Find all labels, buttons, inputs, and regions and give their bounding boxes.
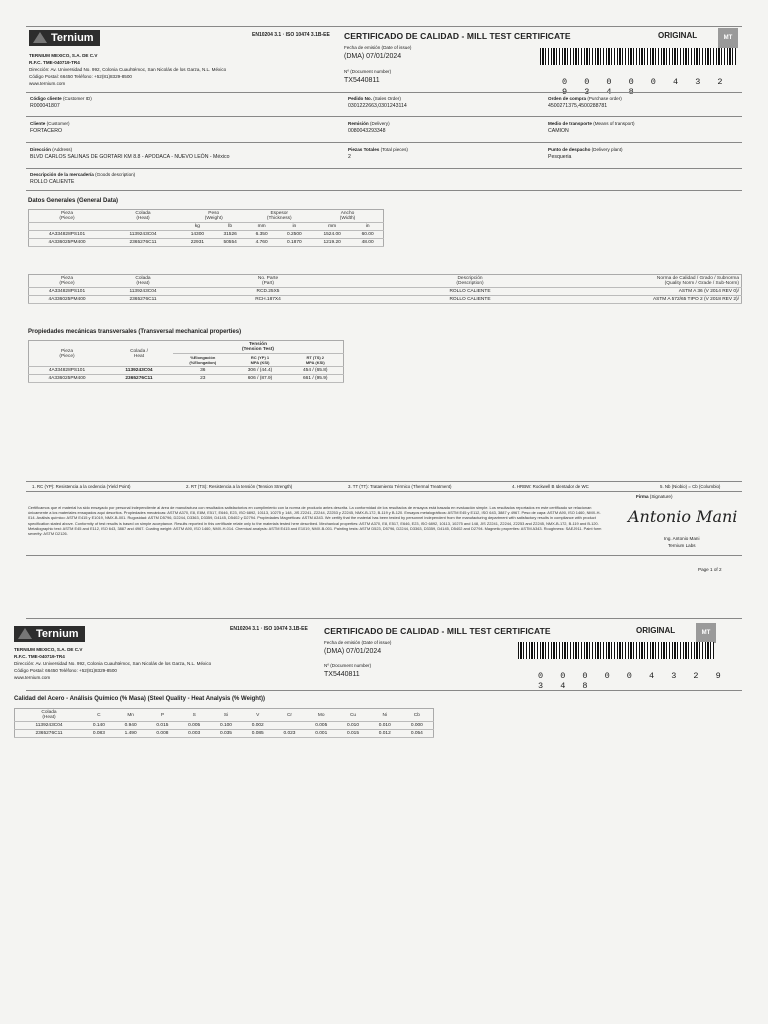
col-description: Descripción (Description): [355, 275, 585, 288]
issue-date-label: Fecha de emisión (Date of issue): [324, 640, 392, 645]
ternium-logo-icon: [18, 628, 32, 639]
col-piece: Pieza (Piece): [29, 275, 106, 288]
chem-value: 0.003: [178, 730, 210, 738]
top-border: [26, 26, 742, 27]
goods-value: ROLLO CALIENTE: [30, 179, 75, 185]
chem-value: 1.490: [115, 730, 147, 738]
divider: [26, 491, 742, 492]
signature-label: Firma (Signature): [636, 494, 673, 499]
col-heat: Colada (Heat): [105, 210, 181, 223]
chem-value: 0.085: [242, 730, 274, 738]
company-address: Dirección: Av. Universidad No. 992, Colonia Cuauhtémoc, San Nicolás de los Garza, N.L. México: [14, 661, 212, 666]
table-row: 4A334828PS101 1139243C04 36 306 / (44.4) 454 / (65.8): [29, 367, 344, 375]
col-heat: Colada (Heat): [15, 709, 84, 722]
standard-code: EN10204 3.1 · ISO 10474 3.1B-EE: [230, 626, 308, 632]
chem-value: [274, 722, 306, 730]
chem-value: 0.015: [337, 730, 369, 738]
logo-text: Ternium: [51, 32, 94, 44]
legal-statement: Certificamos que el material ha sido ensayado por personal independiente al área de manufactura con resultados satisfactorios en cumplimiento con la norma de producto antes descrita. La conformidad de los resultados de ensayos está basada en evaluación simple. Los resultados reportados en este certificado se relacionan únicamente a los materiales ensayados aquí descritos. Propiedades mecánicas: ASTM A370, E8, E8M, E517, E646, E23, ISO 6892, 10113, 10275 y 148, JIS Z2241, Z2244, Z2253 y Z2245, NMX-B-172, B-119 y B-120. Ensayos metalográficos: ASTM E45 y E112, ISO 643, 3887 y 4967. Peso de capa: ASTM A90, ISO 1460, NMX-H-014. Análisis químico: ASTM E415 y E1019, NMX-B-001. Rugosidad: ASTM D5796, D2244, D3363, D3359, D4145, D5402 y D2794. Propiedades Magnéticas: ASTM A343. We certify that the material has been tested by personnel independent from the manufacturing department with satisfactory results in compliance with product specification stated above. Conformity of test results is based on simple acceptance. Results reported in this certificate relate only to the materials tested here described. Mechanical properties: ASTM A370, E8, E517, E646, E23, ISO 6892, 10113, 10275 and 148, JIS Z2241, Z2244, Z2253 and Z2245, NMX-B-172, B-119 and B-120. Metallographic test: ASTM E45 and E112, ISO 643, 3887 and 4967. Coating weight: ASTM A90, ISO 1460, NMX-H-014. Chemical analysis: ASTM E415 and E1019, NMX-B-001. Painting tests: ASTM D523, D5796, D2244, D3363, D3359, D4145, D5402 and D2794. Magnetic properties: ASTM A343. Roughness: SAEJ911. Paint form severity: ASTM D2126.: [28, 505, 602, 537]
general-data-table: [28, 209, 384, 247]
chem-value: 0.001: [305, 730, 337, 738]
certificate-page-2: [14, 618, 742, 758]
col-element-cu: Cu: [337, 709, 369, 722]
customer-label: Cliente (Customer): [30, 121, 70, 126]
col-element-ni: Ni: [369, 709, 401, 722]
pieces-label: Piezas Totales (Total pieces): [348, 147, 408, 152]
col-elongation: %Elongación (%Elongation): [173, 354, 233, 367]
divider: [26, 116, 742, 117]
table-units-row: [29, 223, 384, 231]
company-rfc: R.F.C. TME-040719-TR4: [14, 654, 65, 659]
chem-value: 0.000: [401, 722, 434, 730]
pieces-value: 2: [348, 154, 351, 160]
barcode: [518, 642, 714, 659]
signatory-org: Ternium Labs: [668, 543, 696, 548]
unit-mm: mm: [312, 223, 352, 231]
chem-analysis-table: [14, 708, 434, 738]
chem-value: 0.005: [178, 722, 210, 730]
page-label: Page 1 of 2: [698, 567, 722, 572]
doc-number-label: Nº (Document number): [324, 663, 372, 668]
barcode-digits: 0 0 0 0 0 4 3 2 9 3 4 8: [562, 77, 729, 97]
company-postal: Código Postal: 66450 Teléfono: +52(81)8329-8500: [14, 668, 117, 673]
certificate-title: CERTIFICADO DE CALIDAD - MILL TEST CERTIFICATE: [344, 31, 571, 41]
doc-number-value: TX5440811: [324, 671, 360, 678]
divider: [26, 92, 742, 93]
col-part: No. Parte (Part): [181, 275, 355, 288]
po-value: 4500271375,4500288781: [548, 103, 608, 109]
unit-lb: lb: [214, 223, 247, 231]
delivery-label: Remisión (Delivery): [348, 121, 390, 126]
divider: [26, 168, 742, 169]
certificate-page-1: [26, 26, 742, 571]
chem-value: 0.023: [274, 730, 306, 738]
barcode-digits: 0 0 0 0 0 4 3 2 9 3 4 8: [538, 671, 727, 691]
mt-badge: MT: [718, 28, 738, 48]
doc-number-label: Nº (Document number): [344, 69, 392, 74]
transport-value: CAMION: [548, 128, 569, 134]
table-row: 2365276C11 0.083 1.490 0.008 0.003 0.035 0.085 0.023 0.001 0.015 0.012 0.054: [15, 730, 434, 738]
chem-value: 0.002: [242, 722, 274, 730]
barcode: [540, 48, 736, 65]
unit-in: in: [277, 223, 312, 231]
top-border: [26, 618, 742, 619]
address-value: BLVD CARLOS SALINAS DE GORTARI KM 8.8 - APODACA - NUEVO LEÓN - México: [30, 154, 230, 160]
dispatch-value: Pesqueria: [548, 154, 572, 160]
issue-date-label: Fecha de emisión (Date of issue): [344, 45, 412, 50]
chem-value: 0.005: [305, 722, 337, 730]
chem-value: 0.012: [369, 730, 401, 738]
mt-badge: MT: [696, 623, 716, 643]
footnote-2: 2. RT (TS): Resistencia a la tensión (Tension Strength): [186, 484, 293, 489]
col-weight: Peso (Weight): [181, 210, 247, 223]
unit-kg: kg: [181, 223, 214, 231]
col-heat: Colada (Heat): [105, 275, 181, 288]
col-element-p: P: [147, 709, 179, 722]
mech-properties-table: [28, 340, 344, 383]
chem-value: 0.035: [210, 730, 242, 738]
col-element-s: S: [178, 709, 210, 722]
footnote-1: 1. RC (YP): Resistencia a la cedencia (Yield Point): [32, 484, 131, 489]
issue-date-value: (DMA) 07/01/2024: [344, 53, 402, 60]
chem-value: 0.008: [147, 730, 179, 738]
mech-properties-title: Propiedades mecánicas transversales (Transversal mechanical properties): [28, 329, 242, 335]
chem-value: 0.940: [115, 722, 147, 730]
table-header-row: [29, 275, 742, 288]
chem-value: 0.015: [147, 722, 179, 730]
col-heat: Colada / Heat: [105, 341, 173, 367]
table-row: 4A334828PS101 1139243C04 14300 31526 6.350 0.2500 1524.00 60.00: [29, 231, 384, 239]
original-label: ORIGINAL: [636, 626, 676, 635]
goods-label: Descripción de la mercadería (Goods description): [30, 172, 136, 177]
col-piece: Pieza (Piece): [29, 210, 106, 223]
company-rfc: R.F.C. TME-040719-TR4: [29, 60, 80, 65]
footnote-3: 3. TT (TT): Tratamiento Térmico (Thermal Treatment): [348, 484, 452, 489]
address-label: Dirección (Address): [30, 147, 73, 152]
col-element-c: C: [83, 709, 115, 722]
ternium-logo: [14, 626, 85, 642]
ternium-logo-icon: [33, 32, 47, 43]
table-header-row: [29, 341, 344, 354]
chem-value: 0.010: [337, 722, 369, 730]
table-header-row: [15, 709, 434, 722]
table-row: 1139243C04 0.140 0.940 0.015 0.005 0.100 0.002 0.005 0.010 0.010 0.000: [15, 722, 434, 730]
chem-analysis-title: Calidad del Acero - Análisis Químico (% Masa) (Steel Quality - Heat Analysis (% Weight)): [14, 696, 265, 702]
general-data-title: Datos Generales (General Data): [28, 198, 119, 204]
col-element-si: Si: [210, 709, 242, 722]
signature-script: Antonio Mani: [628, 507, 738, 526]
unit-mm: mm: [247, 223, 277, 231]
divider: [26, 690, 742, 691]
footnote-5: 5. Nb (Niobio) = Cb (Columbio): [660, 484, 721, 489]
col-piece: Pieza (Piece): [29, 341, 106, 367]
col-tensile: RT (TS) 2 MPA (KSI): [288, 354, 344, 367]
chem-value: 0.054: [401, 730, 434, 738]
dispatch-label: Punto de despacho (Delivery plant): [548, 147, 623, 152]
company-web[interactable]: www.ternium.com: [14, 675, 51, 680]
company-address: Dirección: Av. Universidad No. 992, Colonia Cuauhtémoc, San Nicolás de los Garza, N.L. México: [29, 67, 227, 72]
company-name: TERNIUM MEXICO, S.A. DE C.V: [14, 647, 83, 652]
doc-number-value: TX5440811: [344, 77, 380, 84]
col-element-v: V: [242, 709, 274, 722]
sales-order-label: Pedido No. (Sales Order): [348, 96, 401, 101]
certificate-title: CERTIFICADO DE CALIDAD - MILL TEST CERTIFICATE: [324, 626, 551, 636]
divider: [26, 555, 742, 556]
customer-value: FORTACERO: [30, 128, 63, 134]
divider: [26, 481, 742, 482]
po-label: Orden de compra (Purchase order): [548, 96, 622, 101]
col-yield: RC (YP) 1 MPA (KSI): [233, 354, 288, 367]
col-element-cr: Cr: [274, 709, 306, 722]
ternium-logo: [29, 30, 100, 46]
company-postal: Código Postal: 66450 Teléfono: +52(81)8329-8500: [29, 74, 132, 79]
chem-value: 0.140: [83, 722, 115, 730]
company-name: TERNIUM MEXICO, S.A. DE C.V: [29, 53, 98, 58]
chem-value: 0.100: [210, 722, 242, 730]
col-element-mn: Mn: [115, 709, 147, 722]
col-thickness: Espesor (Thickness): [247, 210, 312, 223]
col-element-mo: Mo: [305, 709, 337, 722]
issue-date-value: (DMA) 07/01/2024: [324, 648, 382, 655]
logo-text: Ternium: [36, 628, 79, 640]
unit-in: in: [352, 223, 383, 231]
table-header-row: [29, 210, 384, 223]
customer-id-label: Código cliente (Customer ID): [30, 96, 92, 101]
company-web[interactable]: www.ternium.com: [29, 81, 66, 86]
col-norm: Norma de Calidad / Grado / Subnorma (Quality Norm / Grade / Sub-Norm): [585, 275, 742, 288]
col-width: Ancho (Width): [312, 210, 384, 223]
table-row: 4A336025PM400 2365276C11 22931 50554 4.760 0.1870 1219.20 48.00: [29, 239, 384, 247]
table-row: 4A336025PM400 2365276C11 RCH.187X4 ROLLO CALIENTE ASTM A 572/65 TIPO 2 (V 2018 REV 2)/: [29, 296, 742, 304]
divider: [26, 190, 742, 191]
customer-id-value: R000041807: [30, 103, 60, 109]
chem-value: 0.083: [83, 730, 115, 738]
standard-code: EN10204 3.1 · ISO 10474 3.1B-EE: [252, 32, 330, 38]
signatory-name: Ing. Antonio Mani: [664, 536, 700, 541]
original-label: ORIGINAL: [658, 31, 698, 40]
divider: [26, 142, 742, 143]
parts-table: [28, 274, 742, 304]
delivery-value: 0080043293348: [348, 128, 386, 134]
col-tension: Tensión (Tension Test): [173, 341, 344, 354]
table-row: 4A336025PM400 2365276C11 23 606 / (87.9) 661 / (95.9): [29, 375, 344, 383]
table-row: 4A334828PS101 1139243C04 RCD.25X5 ROLLO CALIENTE ASTM A 36 (V 2014 REV 0)/: [29, 288, 742, 296]
footnote-4: 4. HRBW: Rockwell B Identador de WC: [512, 484, 589, 489]
transport-label: Medio de transporte (Means of transport): [548, 121, 635, 126]
col-element-cb: Cb: [401, 709, 434, 722]
sales-order-value: 0301222663,0301243114: [348, 103, 407, 109]
chem-value: 0.010: [369, 722, 401, 730]
